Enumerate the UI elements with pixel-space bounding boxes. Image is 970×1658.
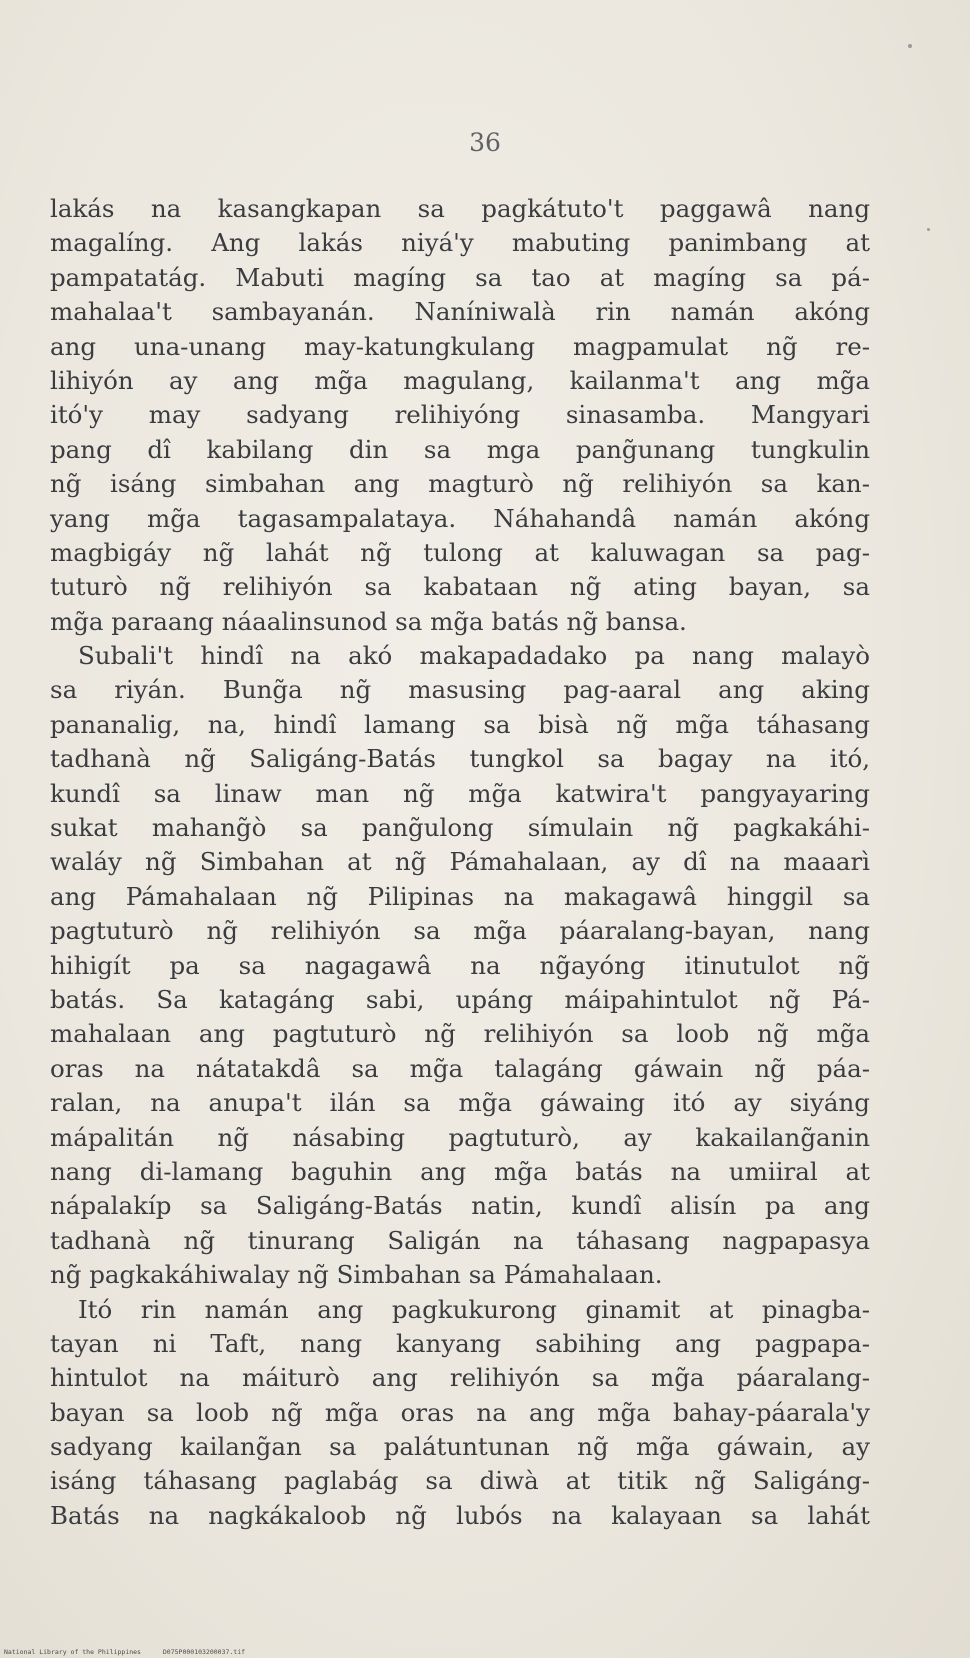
text-line: ng̃ pagkakáhiwalay ng̃ Simbahan sa Pámahalaan. bbox=[50, 1260, 663, 1290]
text-line: lakás na kasangkapan sa pagkátuto't paggawâ nang bbox=[50, 194, 870, 223]
file-label: D075P000103200037.tif bbox=[162, 1648, 246, 1656]
text-line: pampatatág. Mabuti magíng sa tao at magíng sa pá- bbox=[50, 262, 870, 292]
text-line: nang di-lamang baguhin ang mg̃a batás na umiiral at bbox=[50, 1156, 870, 1186]
page-number: 36 bbox=[469, 128, 501, 157]
text-line: hihigít pa sa nagagawâ na ng̃ayóng itinutulot ng̃ bbox=[50, 950, 870, 980]
paragraph-start-line: Subali't hindî na akó makapadadako pa nang malayò bbox=[78, 641, 870, 671]
text-line: isáng táhasang paglabág sa diwà at titik ng̃ Saligáng- bbox=[50, 1466, 870, 1496]
text-line: lihiyón ay ang mg̃a magulang, kailanma't ang mg̃a bbox=[50, 365, 870, 395]
text-line: ang Pámahalaan ng̃ Pilipinas na makagawâ hinggil sa bbox=[50, 881, 870, 911]
text-line: mahalaa't sambayanán. Naníniwalà rin namán akóng bbox=[50, 297, 870, 327]
text-line: magbigáy ng̃ lahát ng̃ tulong at kaluwagan sa pag- bbox=[50, 537, 870, 567]
text-line: pang dî kabilang din sa mga pang̃unang tungkulin bbox=[50, 434, 870, 464]
text-line: itó'y may sadyang relihiyóng sinasamba. Mangyari bbox=[50, 400, 870, 430]
text-line: mahalaan ang pagtuturò ng̃ relihiyón sa loob ng̃ mg̃a bbox=[50, 1019, 870, 1049]
text-line: nápalakíp sa Saligáng-Batás natin, kundî alisín pa ang bbox=[50, 1191, 870, 1221]
text-line: sukat mahang̃ò sa pang̃ulong símulain ng̃ pagkakáhi- bbox=[50, 813, 870, 843]
text-line: pananalig, na, hindî lamang sa bisà ng̃ mg̃a táhasang bbox=[50, 709, 870, 739]
text-line: tadhanà ng̃ Saligáng-Batás tungkol sa bagay na itó, bbox=[50, 744, 870, 774]
text-line: ralan, na anupa't ilán sa mg̃a gáwaing itó ay siyáng bbox=[50, 1088, 870, 1118]
text-line: batás. Sa katagáng sabi, upáng máipahintulot ng̃ Pá- bbox=[50, 984, 870, 1014]
text-line: magalíng. Ang lakás niyá'y mabuting panimbang at bbox=[50, 228, 870, 258]
text-line: pagtuturò ng̃ relihiyón sa mg̃a páaralang-bayan, nang bbox=[50, 916, 870, 946]
text-line: tadhanà ng̃ tinurang Saligán na táhasang nagpapasya bbox=[50, 1225, 870, 1255]
text-line: waláy ng̃ Simbahan at ng̃ Pámahalaan, ay dî na maaarì bbox=[50, 847, 870, 877]
library-label: National Library of the Philippines bbox=[4, 1648, 141, 1656]
text-line: mápalitán ng̃ násabing pagtuturò, ay kakailang̃anin bbox=[50, 1122, 870, 1152]
text-line: sadyang kailang̃an sa palátuntunan ng̃ mg̃a gáwain, ay bbox=[50, 1432, 870, 1462]
text-line: sa riyán. Bung̃a ng̃ masusing pag-aaral ang aking bbox=[50, 675, 870, 705]
paragraph-start-line: Itó rin namán ang pagkukurong ginamit at pinagba- bbox=[78, 1294, 870, 1324]
text-line: tuturò ng̃ relihiyón sa kabataan ng̃ ating bayan, sa bbox=[50, 572, 870, 602]
text-line: Batás na nagkákaloob ng̃ lubós na kalayaan sa lahát bbox=[50, 1500, 870, 1530]
text-line: bayan sa loob ng̃ mg̃a oras na ang mg̃a bahay-páarala'y bbox=[50, 1397, 870, 1427]
text-line: mg̃a paraang náaalinsunod sa mg̃a batás ng̃ bansa. bbox=[50, 606, 687, 636]
text-line: oras na nátatakdâ sa mg̃a talagáng gáwain ng̃ páa- bbox=[50, 1053, 870, 1083]
scan-footer bbox=[4, 1648, 263, 1656]
text-line: hintulot na máiturò ang relihiyón sa mg̃a páaralang- bbox=[50, 1363, 870, 1393]
body-text bbox=[50, 192, 870, 1533]
text-line: ang una-unang may-katungkulang magpamulat ng̃ re- bbox=[50, 331, 870, 361]
scan-speck bbox=[927, 228, 930, 231]
text-line: kundî sa linaw man ng̃ mg̃a katwira't pangyayaring bbox=[50, 778, 870, 808]
text-line: ng̃ isáng simbahan ang magturò ng̃ relihiyón sa kan- bbox=[50, 469, 870, 499]
scan-speck bbox=[908, 44, 912, 48]
text-line: tayan ni Taft, nang kanyang sabihing ang pagpapa- bbox=[50, 1328, 870, 1358]
text-line: yang mg̃a tagasampalataya. Náhahandâ namán akóng bbox=[50, 503, 870, 533]
